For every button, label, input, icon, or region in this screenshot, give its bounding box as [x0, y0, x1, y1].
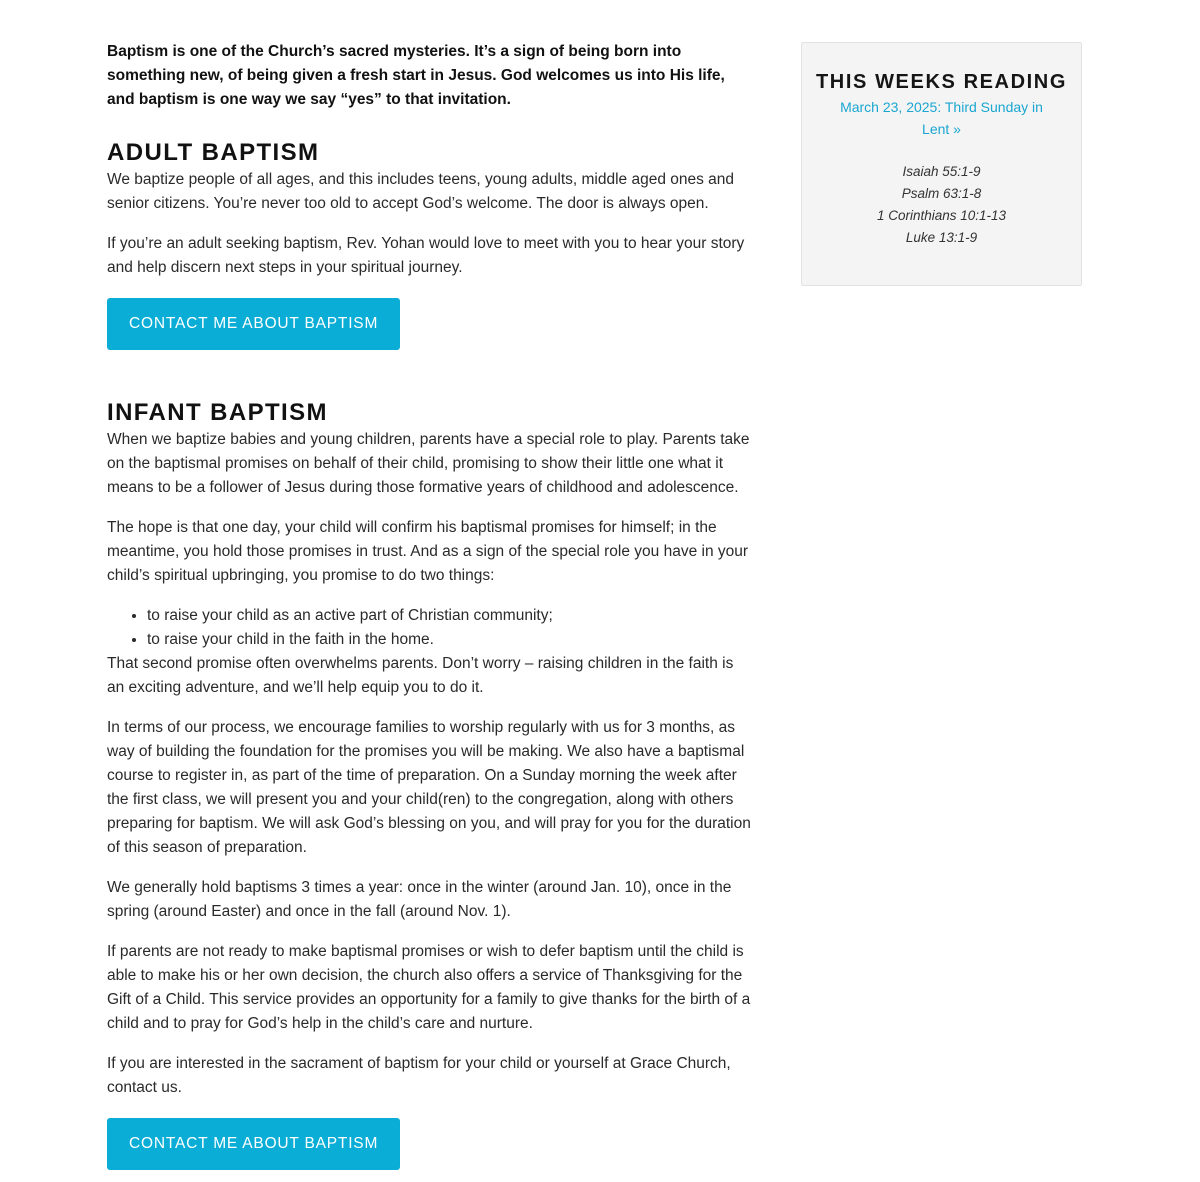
infant-paragraph-4: In terms of our process, we encourage families to worship regularly with us for 3 months, as way of building the foundation for the promises you will be making. We also have a baptismal course to register in, as part of the time of preparation. On a Sunday morning the week after the first class, we will present you and your child(ren) to the congregation, along with others preparing for baptism. We will ask God’s blessing on you, and will pray for you for the duration of this season of preparation.: [107, 719, 751, 856]
list-item: • to raise your child in the faith in the home.: [147, 628, 752, 652]
infant-paragraph-6: If parents are not ready to make baptismal promises or wish to defer baptism until the child is able to make his or her own decision, the church also offers a service of Thanksgiving for the Gift of a Child. This service provides an opportunity for a family to give thanks for the birth of a child and to pray for God’s help in the child’s care and nurture.: [107, 943, 751, 1032]
adult-paragraph-2: If you’re an adult seeking baptism, Rev. Yohan would love to meet with you to hear your story and help discern next steps in your spiritual journey.: [107, 235, 745, 276]
promises-list: [107, 604, 752, 652]
infant-baptism-heading: INFANT BAPTISM: [107, 399, 328, 426]
infant-paragraph-7: If you are interested in the sacrament of baptism for your child or yourself at Grace Church, contact us.: [107, 1055, 731, 1096]
weekly-reading-title: THIS WEEKS READING: [815, 71, 1068, 93]
infant-paragraph-2: The hope is that one day, your child will confirm his baptismal promises for himself; in the meantime, you hold those promises in trust. And as a sign of the special role you have in your child’s spiritual upbringing, you promise to do two things:: [107, 519, 749, 584]
reading-item: Luke 13:1-9: [905, 230, 978, 245]
weekly-reading-link[interactable]: March 23, 2025: Third Sunday in Lent »: [840, 99, 1043, 137]
infant-paragraph-5: We generally hold baptisms 3 times a year: once in the winter (around Jan. 10), once in the spring (around Easter) and once in the fall (around Nov. 1).: [107, 879, 732, 920]
weekly-reading-widget: [801, 42, 1082, 286]
list-item: • to raise your child as an active part of Christian community;: [147, 604, 752, 628]
adult-baptism-heading: ADULT BAPTISM: [107, 139, 320, 166]
main-content: [107, 40, 752, 1170]
adult-paragraph-1: We baptize people of all ages, and this includes teens, young adults, middle aged ones and senior citizens. You’re never too old to accept God’s welcome. The door is always open.: [107, 171, 735, 212]
readings-list: [802, 161, 1081, 249]
contact-baptism-button-adult[interactable]: CONTACT ME ABOUT BAPTISM: [107, 298, 400, 350]
contact-baptism-button-infant[interactable]: CONTACT ME ABOUT BAPTISM: [107, 1118, 400, 1170]
adult-baptism-section: [107, 138, 752, 350]
reading-item: Psalm 63:1-8: [901, 186, 982, 201]
infant-baptism-section: [107, 398, 752, 1170]
infant-paragraph-1: When we baptize babies and young children, parents have a special role to play. Parents take on the baptismal promises on behalf of their child, promising to show their little one what it means to be a follower of Jesus during those formative years of childhood and adolescence.: [107, 431, 750, 496]
reading-item: Isaiah 55:1-9: [902, 164, 981, 179]
intro-paragraph: Baptism is one of the Church’s sacred mysteries. It’s a sign of being born into something new, of being given a fresh start in Jesus. God welcomes us into His life, and baptism is one way we say “yes” to that invitation.: [107, 43, 725, 108]
reading-item: 1 Corinthians 10:1-13: [876, 208, 1007, 223]
infant-paragraph-3: That second promise often overwhelms parents. Don’t worry – raising children in the faith is an exciting adventure, and we’ll help equip you to do it.: [107, 655, 734, 696]
